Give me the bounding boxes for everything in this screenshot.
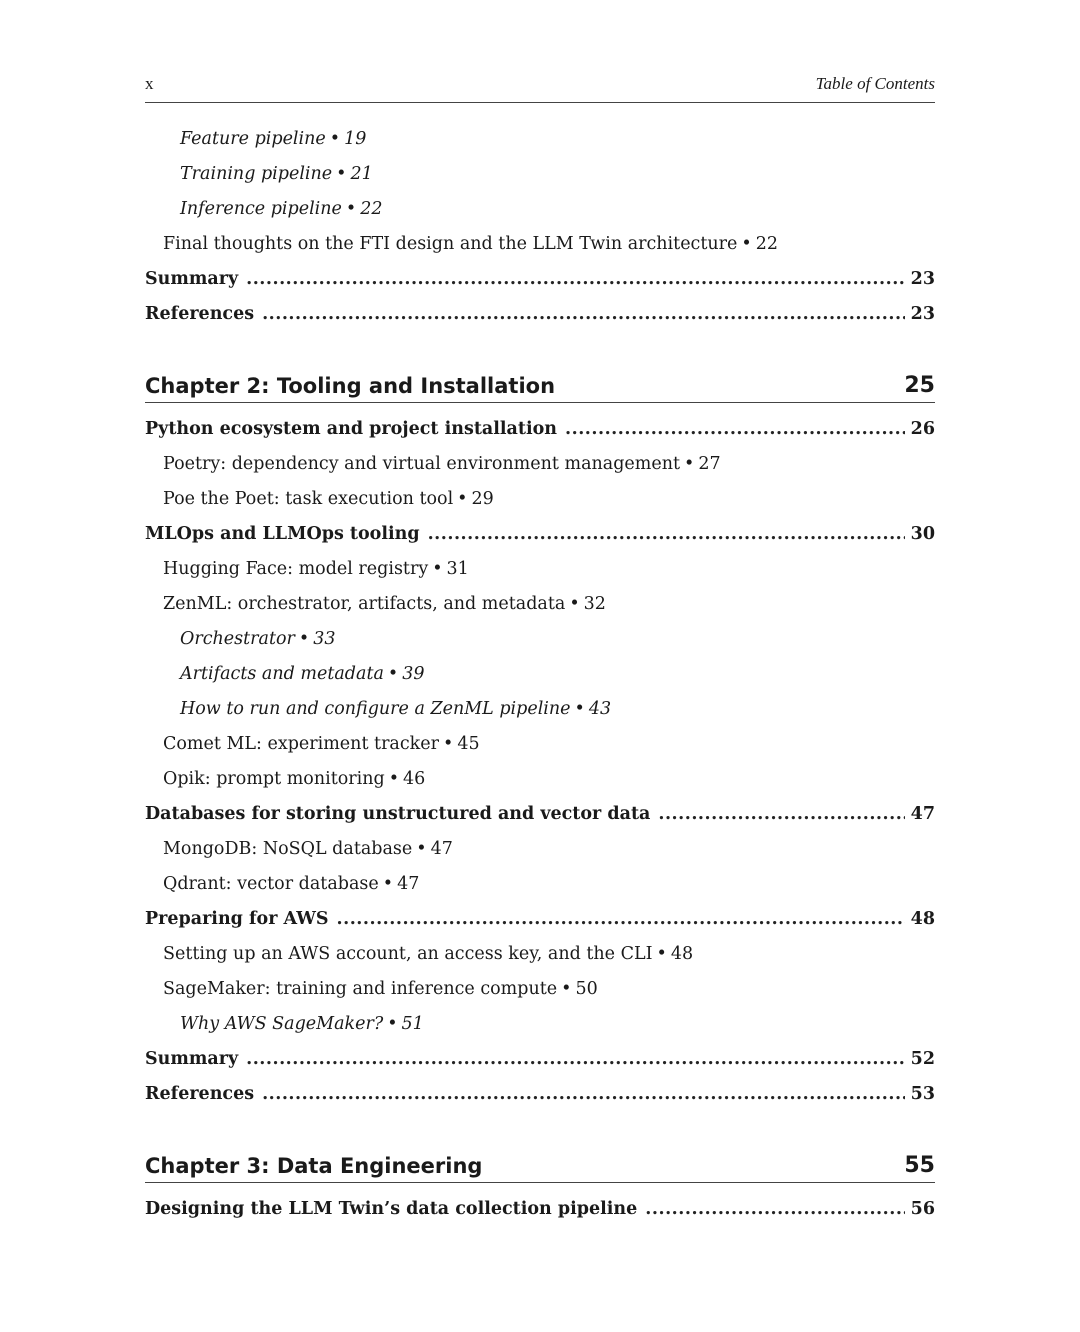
toc-entry-page: 27 — [698, 453, 721, 474]
chapter-heading[interactable] — [145, 348, 935, 403]
toc-entry-title: Opik: prompt monitoring — [163, 768, 385, 789]
dot-leader — [645, 1199, 904, 1219]
toc-entry-page: 47 — [430, 838, 453, 859]
toc-section-entry[interactable] — [145, 796, 935, 831]
toc-section-entry[interactable] — [145, 1041, 935, 1076]
toc-entry-title: References — [145, 1083, 255, 1104]
toc-section-entry[interactable] — [145, 411, 935, 446]
bullet-separator: • — [569, 593, 580, 614]
toc-subsection-entry[interactable] — [145, 446, 935, 481]
page-header — [145, 72, 935, 103]
toc-subsubsection-entry[interactable] — [145, 656, 935, 691]
bullet-separator: • — [345, 198, 357, 219]
page-number: x — [145, 74, 154, 93]
toc-entry-page: 29 — [471, 488, 494, 509]
toc-subsection-entry[interactable] — [145, 761, 935, 796]
toc-entry-page: 33 — [313, 628, 336, 649]
toc-entry-page: 31 — [446, 558, 469, 579]
toc-entry-page: 19 — [344, 128, 367, 149]
running-title: Table of Contents — [815, 74, 935, 93]
toc-entry-title: MLOps and LLMOps tooling — [145, 523, 420, 544]
dot-leader — [428, 524, 905, 544]
chapter-page-number: 55 — [904, 1153, 935, 1178]
toc-entry-title: Summary — [145, 1048, 239, 1069]
dot-leader — [262, 1084, 905, 1104]
toc-entry-title: Training pipeline — [180, 163, 333, 184]
toc-subsection-entry[interactable] — [145, 551, 935, 586]
toc-entry-title: MongoDB: NoSQL database — [163, 838, 413, 859]
toc-entry-page: 50 — [575, 978, 598, 999]
toc-entry-page: 43 — [588, 698, 612, 719]
toc-section-entry[interactable] — [145, 901, 935, 936]
toc-subsection-entry[interactable] — [145, 226, 935, 261]
toc-subsection-entry[interactable] — [145, 831, 935, 866]
toc-entry-page: 39 — [402, 663, 425, 684]
toc-entry-title: Summary — [145, 268, 239, 289]
toc-entry-page: 48 — [670, 943, 694, 964]
toc-subsubsection-entry[interactable] — [145, 121, 935, 156]
toc-entry-page: 22 — [360, 198, 383, 219]
toc-entry-page: 21 — [350, 163, 373, 184]
toc-entry-title: Orchestrator — [180, 628, 295, 649]
chapter-heading[interactable] — [145, 1128, 935, 1183]
toc-subsection-entry[interactable] — [145, 726, 935, 761]
bullet-separator: • — [561, 978, 572, 999]
toc-section-entry[interactable] — [145, 1076, 935, 1111]
toc-entry-page: 46 — [403, 768, 426, 789]
bullet-separator: • — [443, 733, 454, 754]
dot-leader — [246, 269, 905, 289]
toc-subsection-entry[interactable] — [145, 586, 935, 621]
toc-entry-title: Artifacts and metadata — [180, 663, 384, 684]
toc-entry-title: Why AWS SageMaker? — [180, 1013, 384, 1034]
dot-leader — [246, 1049, 905, 1069]
toc-entry-title: Qdrant: vector database — [163, 873, 379, 894]
chapter-title: Chapter 3: Data Engineering — [145, 1154, 483, 1178]
toc-entry-page: 23 — [910, 268, 935, 289]
table-of-contents — [145, 121, 935, 1226]
bullet-separator: • — [457, 488, 468, 509]
chapter-title: Chapter 2: Tooling and Installation — [145, 374, 556, 398]
toc-entry-title: ZenML: orchestrator, artifacts, and metadata — [163, 593, 566, 614]
toc-subsubsection-entry[interactable] — [145, 691, 935, 726]
toc-entry-page: 30 — [910, 523, 935, 544]
toc-subsubsection-entry[interactable] — [145, 156, 935, 191]
bullet-separator: • — [336, 163, 347, 184]
toc-entry-page: 26 — [910, 418, 935, 439]
dot-leader — [565, 419, 905, 439]
toc-entry-title: Databases for storing unstructured and vector data — [145, 803, 651, 824]
toc-entry-page: 47 — [910, 803, 935, 824]
bullet-separator: • — [656, 943, 667, 964]
toc-entry-title: Poetry: dependency and virtual environment management — [163, 453, 681, 474]
toc-entry-title: Feature pipeline — [180, 128, 326, 149]
toc-entry-title: Preparing for AWS — [145, 908, 329, 929]
toc-section-entry[interactable] — [145, 516, 935, 551]
bullet-separator: • — [416, 838, 427, 859]
toc-entry-title: Final thoughts on the FTI design and the LLM Twin architecture — [163, 233, 738, 254]
toc-entry-title: References — [145, 303, 255, 324]
chapter-page-number: 25 — [904, 373, 935, 398]
bullet-separator: • — [388, 768, 400, 789]
toc-entry-page: 52 — [910, 1048, 935, 1069]
toc-subsection-entry[interactable] — [145, 971, 935, 1006]
bullet-separator: • — [387, 1013, 398, 1034]
toc-entry-page: 32 — [583, 593, 606, 614]
toc-entry-page: 53 — [910, 1083, 935, 1104]
toc-entry-page: 56 — [910, 1198, 935, 1219]
dot-leader — [658, 804, 904, 824]
toc-entry-title: Python ecosystem and project installation — [145, 418, 558, 439]
toc-subsection-entry[interactable] — [145, 936, 935, 971]
toc-section-entry[interactable] — [145, 296, 935, 331]
toc-entry-title: Setting up an AWS account, an access key, and the CLI — [163, 943, 653, 964]
toc-subsubsection-entry[interactable] — [145, 621, 935, 656]
toc-section-entry[interactable] — [145, 1191, 935, 1226]
toc-subsubsection-entry[interactable] — [145, 1006, 935, 1041]
toc-entry-title: Inference pipeline — [180, 198, 342, 219]
toc-subsection-entry[interactable] — [145, 481, 935, 516]
toc-subsection-entry[interactable] — [145, 866, 935, 901]
toc-entry-page: 47 — [397, 873, 420, 894]
toc-subsubsection-entry[interactable] — [145, 191, 935, 226]
bullet-separator: • — [298, 628, 310, 649]
toc-entry-page: 23 — [910, 303, 935, 324]
bullet-separator: • — [329, 128, 341, 149]
toc-entry-title: Hugging Face: model registry — [163, 558, 429, 579]
toc-entry-title: SageMaker: training and inference compute — [163, 978, 558, 999]
toc-section-entry[interactable] — [145, 261, 935, 296]
toc-entry-title: How to run and configure a ZenML pipeline — [180, 698, 571, 719]
toc-entry-page: 48 — [910, 908, 935, 929]
dot-leader — [337, 909, 905, 929]
toc-entry-title: Designing the LLM Twin’s data collection pipeline — [145, 1198, 638, 1219]
bullet-separator: • — [574, 698, 585, 719]
bullet-separator: • — [741, 233, 752, 254]
toc-entry-page: 51 — [401, 1013, 424, 1034]
toc-entry-page: 22 — [755, 233, 778, 254]
bullet-separator: • — [382, 873, 394, 894]
toc-entry-title: Poe the Poet: task execution tool — [163, 488, 454, 509]
bullet-separator: • — [684, 453, 695, 474]
bullet-separator: • — [432, 558, 443, 579]
toc-entry-page: 45 — [457, 733, 480, 754]
toc-entry-title: Comet ML: experiment tracker — [163, 733, 439, 754]
bullet-separator: • — [387, 663, 399, 684]
dot-leader — [262, 304, 905, 324]
